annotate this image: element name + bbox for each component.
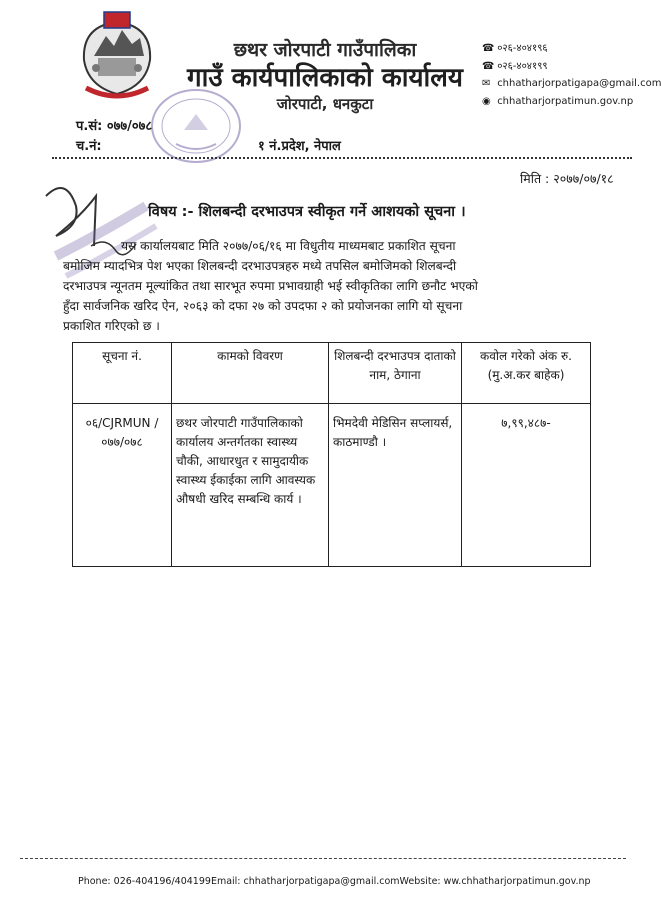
award-table <box>72 342 591 567</box>
table-row <box>73 404 591 567</box>
phone-line-1 <box>482 40 548 54</box>
cell-amount: ७,९९,४८७- <box>462 404 591 567</box>
footer-contact: Phone: 026-404196/404199Email: chhatharjorpatigapa@gmail.comWebsite: ww.chhatharjorpatimun.gov.np <box>78 876 591 887</box>
website-line <box>482 96 633 107</box>
reference-ps: प.सं: ०७७/०७८ <box>76 119 153 134</box>
body-line: बमोजिम म्यादभित्र पेश भएका शिलबन्दी दरभाउपत्रहरु मध्ये तपसिल बमोजिमको शिलबन्दी <box>63 259 457 273</box>
phone-icon: ☎ <box>482 61 495 72</box>
col-header-description: कामको विवरण <box>172 343 329 404</box>
notice-date: मिति : २०७७/०७/१८ <box>520 171 614 186</box>
phone-icon: ☎ <box>482 43 495 54</box>
phone-line-2 <box>482 58 548 72</box>
globe-icon: ◉ <box>482 96 491 107</box>
notice-subject: विषय :- शिलबन्दी दरभाउपत्र स्वीकृत गर्ने आशयको सूचना । <box>148 204 466 220</box>
col-header-notice-no: सूचना नं. <box>73 343 172 404</box>
col-header-amount: कवोल गरेको अंक रु. (मु.अ.कर बाहेक) <box>462 343 591 404</box>
org-name-line1: छथर जोरपाटी गाउँपालिका <box>233 39 417 61</box>
cell-bidder: भिमदेवी मेडिसिन सप्लायर्स, काठमाण्डौ । <box>329 404 462 567</box>
header-divider <box>52 157 632 159</box>
office-seal-icon <box>146 84 246 168</box>
website-text[interactable]: chhatharjorpatimun.gov.np <box>497 96 634 107</box>
email-text[interactable]: chhatharjorpatigapa@gmail.com <box>497 78 661 89</box>
province-address: १ नं.प्रदेश, नेपाल <box>258 139 341 154</box>
email-icon: ✉ <box>482 78 491 89</box>
table-header-row <box>73 343 591 404</box>
footer-divider <box>20 858 626 859</box>
cell-notice-no: ०६/CJRMUN /०७७/०७८ <box>73 404 172 567</box>
org-location: जोरपाटी, धनकुटा <box>276 95 374 113</box>
phone-number-2: ०२६-४०४१९९ <box>497 61 548 72</box>
body-line: दरभाउपत्र न्यूनतम मूल्यांकित तथा सारभूत रुपमा प्रभावग्राही भई स्वीकृतिका लागि छनौट भएको <box>63 279 478 293</box>
email-line <box>482 78 661 89</box>
body-line: हुँदा सार्वजनिक खरिद ऐन, २०६३ को दफा २७ को उपदफा २ को प्रयोजनका लागि यो सूचना <box>63 299 463 313</box>
phone-number-1: ०२६-४०४१९६ <box>497 43 548 54</box>
notice-body <box>63 236 573 336</box>
org-name-line2: गाउँ कार्यपालिकाको कार्यालय <box>187 63 463 93</box>
reference-cn: च.नं: <box>76 139 102 154</box>
body-line: यस कार्यालयबाट मिति २०७७/०६/१६ मा विधुतीय माध्यमबाट प्रकाशित सूचना <box>121 239 456 253</box>
col-header-bidder: शिलबन्दी दरभाउपत्र दाताको नाम, ठेगाना <box>329 343 462 404</box>
cell-description: छथर जोरपाटी गाउँपालिकाको कार्यालय अन्तर्गतका स्वास्थ्य चौकी, आधारधुत र सामुदायीक स्वास्थ्य ईकाईका लागि आवस्यक औषधी खरिद सम्बन्धि कार्य । <box>172 404 329 567</box>
body-line: प्रकाशित गरिएको छ । <box>63 319 160 333</box>
